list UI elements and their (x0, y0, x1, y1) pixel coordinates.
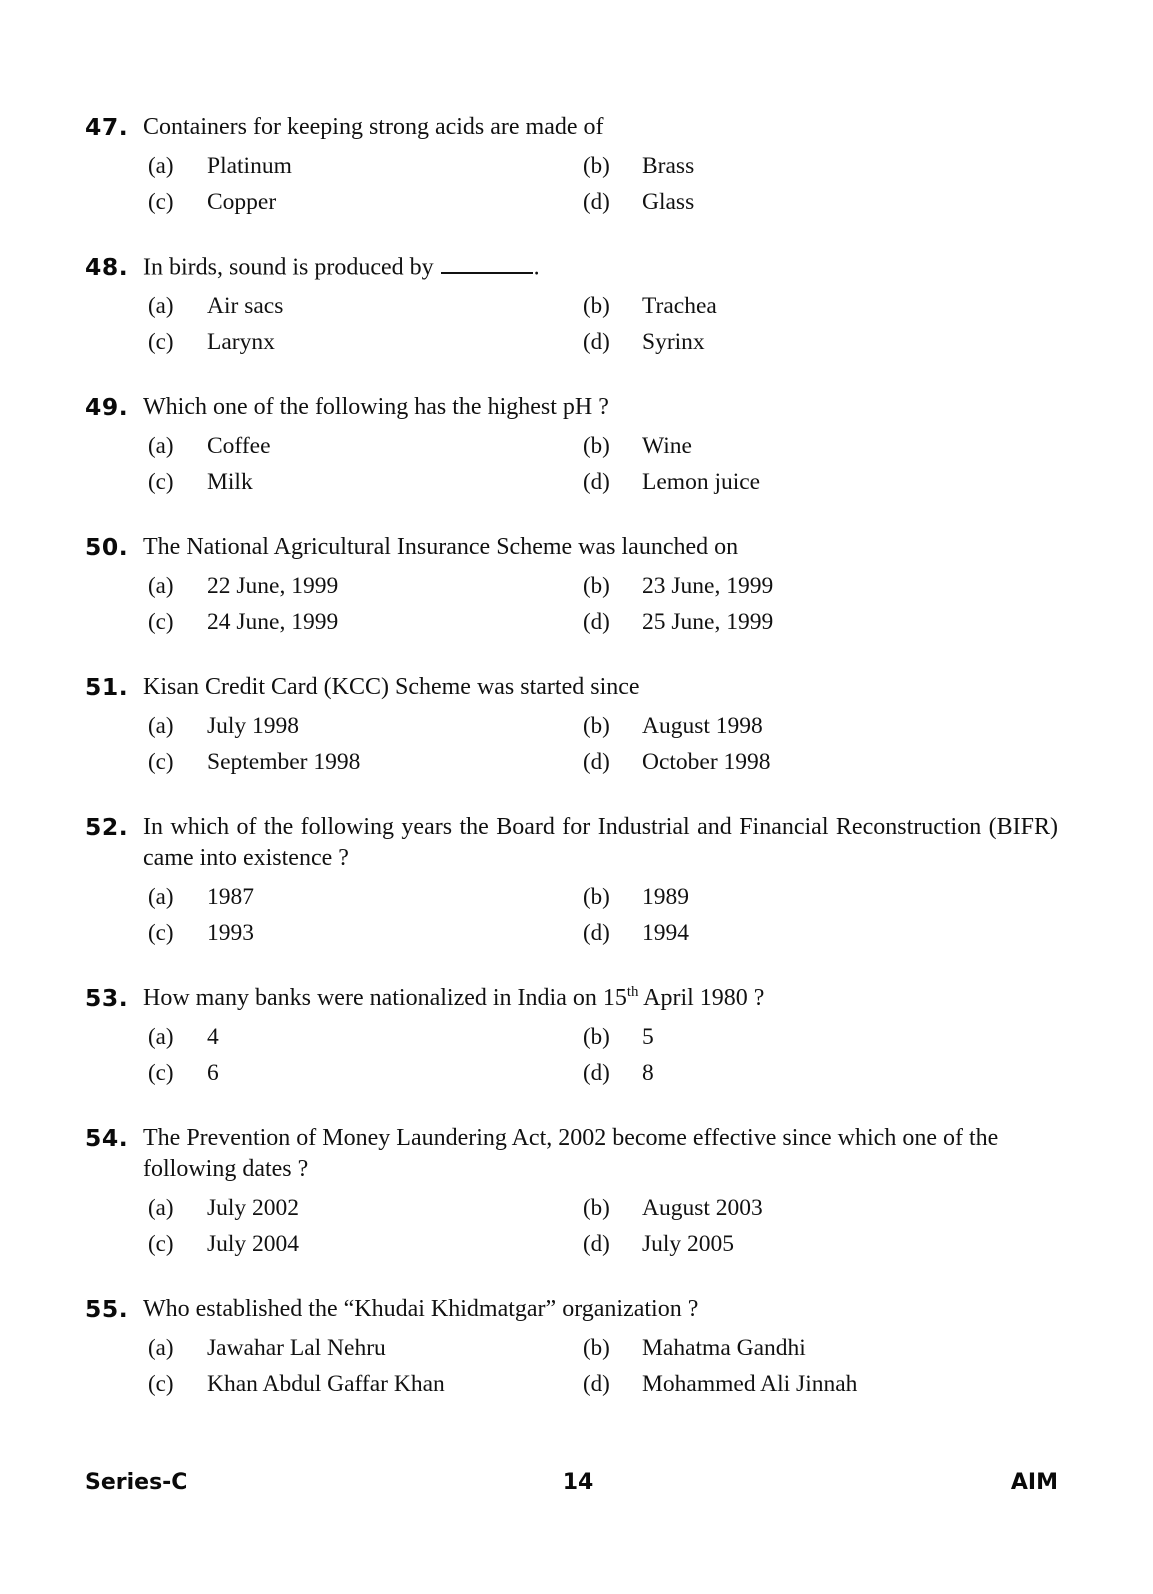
option-b[interactable] (583, 290, 717, 322)
option-letter: (d) (583, 329, 610, 355)
option-letter: (b) (583, 573, 610, 599)
question-block (85, 812, 1058, 953)
option-grid (85, 1021, 1058, 1093)
option-label: Copper (207, 189, 277, 215)
option-letter: (a) (148, 153, 174, 178)
option-letter: (b) (583, 153, 610, 178)
option-letter: (d) (583, 1231, 610, 1257)
option-letter: (c) (148, 749, 174, 775)
option-letter: (a) (148, 713, 174, 739)
question-stem (85, 532, 1058, 563)
option-grid (85, 570, 1058, 642)
question-text: Who established the “Khudai Khidmatgar” organization ? (143, 1296, 699, 1323)
option-label: September 1998 (207, 749, 361, 776)
option-c[interactable] (148, 917, 254, 949)
option-b[interactable] (583, 881, 689, 913)
option-row (148, 1192, 1058, 1228)
option-a[interactable] (148, 150, 292, 182)
option-c[interactable] (148, 746, 360, 778)
option-letter: (b) (583, 1195, 610, 1221)
option-row (148, 1228, 1058, 1264)
option-row (148, 881, 1058, 917)
question-block (85, 392, 1058, 502)
option-d[interactable] (583, 917, 689, 949)
question-stem (85, 983, 1058, 1014)
option-c[interactable] (148, 1368, 445, 1400)
option-label: July 2005 (642, 1231, 735, 1258)
option-letter: (c) (148, 469, 174, 495)
option-row (148, 606, 1058, 642)
option-row (148, 1368, 1058, 1404)
option-letter: (a) (148, 573, 174, 599)
question-text (143, 252, 1058, 283)
option-label: 4 (207, 1024, 219, 1051)
option-letter: (c) (148, 329, 174, 355)
option-label: Syrinx (642, 329, 705, 356)
question-number: 49. (85, 393, 129, 422)
option-c[interactable] (148, 466, 253, 498)
question-block (85, 252, 1058, 362)
option-letter: (d) (583, 469, 610, 495)
option-label: Mahatma Gandhi (642, 1335, 806, 1362)
option-letter: (a) (148, 433, 174, 459)
question-text-part2: April 1980 ? (638, 985, 765, 1012)
option-row (148, 917, 1058, 953)
option-d[interactable] (583, 326, 705, 358)
option-label: Coffee (207, 433, 271, 460)
series-label: Series-C (85, 1470, 188, 1495)
option-b[interactable] (583, 430, 692, 462)
option-letter: (c) (148, 1371, 174, 1397)
option-letter: (c) (148, 1231, 174, 1257)
option-letter: (a) (148, 884, 174, 910)
question-block (85, 1123, 1058, 1264)
question-number: 47. (85, 113, 129, 141)
question-number: 50. (85, 533, 129, 562)
question-text: The National Agricultural Insurance Scheme was launched on (143, 534, 739, 561)
option-label: Trachea (642, 293, 717, 320)
option-row (148, 186, 1058, 222)
option-letter: (c) (148, 609, 174, 635)
option-label: Jawahar Lal Nehru (207, 1335, 386, 1362)
question-text: In which of the following years the Board for Industrial and Financial Reconstruction (BIFR) came into existence ? (143, 814, 1058, 872)
question-stem (85, 812, 1058, 874)
option-row (148, 150, 1058, 186)
option-b[interactable] (583, 570, 773, 602)
option-letter: (a) (148, 293, 174, 319)
option-a[interactable] (148, 881, 254, 913)
option-label: 8 (642, 1060, 654, 1087)
option-a[interactable] (148, 1021, 219, 1053)
page-footer (85, 1468, 1058, 1502)
question-stem (85, 252, 1058, 283)
question-text: Kisan Credit Card (KCC) Scheme was started since (143, 674, 640, 701)
option-c[interactable] (148, 1057, 219, 1089)
option-label: October 1998 (642, 749, 771, 776)
option-c[interactable] (148, 1228, 299, 1260)
option-row (148, 326, 1058, 362)
option-letter: (d) (583, 1371, 610, 1397)
option-grid (85, 1192, 1058, 1264)
option-label: 1987 (207, 884, 254, 911)
question-block (85, 112, 1058, 222)
option-letter: (b) (583, 1335, 610, 1361)
option-row (148, 430, 1058, 466)
option-label: 23 June, 1999 (642, 573, 774, 600)
option-label: Lemon juice (642, 469, 761, 496)
option-label: 6 (207, 1060, 219, 1087)
option-grid (85, 1332, 1058, 1404)
option-letter: (c) (148, 920, 174, 946)
option-a[interactable] (148, 1332, 386, 1364)
option-row (148, 1332, 1058, 1368)
option-letter: (a) (148, 1335, 174, 1361)
option-row (148, 290, 1058, 326)
option-label: August 2003 (642, 1195, 763, 1222)
ordinal-suffix: th (626, 984, 639, 1001)
option-grid (85, 430, 1058, 502)
option-label: Mohammed Ali Jinnah (642, 1371, 858, 1398)
option-c[interactable] (148, 326, 275, 358)
question-block (85, 532, 1058, 642)
option-grid (85, 290, 1058, 362)
question-block (85, 672, 1058, 782)
option-letter: (a) (148, 1024, 174, 1050)
option-a[interactable] (148, 430, 271, 462)
option-letter: (d) (583, 609, 610, 635)
option-row (148, 570, 1058, 606)
option-label: July 2004 (207, 1231, 300, 1258)
option-row (148, 1021, 1058, 1057)
option-letter: (a) (148, 1195, 174, 1221)
option-letter: (b) (583, 713, 610, 739)
question-text (143, 983, 1058, 1014)
option-b[interactable] (583, 710, 763, 742)
option-letter: (b) (583, 1024, 610, 1050)
option-a[interactable] (148, 570, 338, 602)
option-label: Glass (642, 189, 695, 215)
option-letter: (b) (583, 884, 610, 910)
option-letter: (b) (583, 293, 610, 319)
fill-in-blank (441, 252, 533, 274)
question-text: Containers for keeping strong acids are made of (143, 114, 604, 140)
option-row (148, 1057, 1058, 1093)
option-label: Khan Abdul Gaffar Khan (207, 1371, 445, 1398)
question-text: Which one of the following has the highest pH ? (143, 394, 609, 421)
option-letter: (c) (148, 189, 174, 214)
question-stem (85, 112, 1058, 143)
question-block (85, 1294, 1058, 1404)
option-label: Air sacs (207, 293, 284, 320)
option-a[interactable] (148, 1192, 299, 1224)
option-letter: (d) (583, 920, 610, 946)
paper-code: AIM (1010, 1470, 1058, 1495)
option-row (148, 466, 1058, 502)
option-label: 1994 (642, 920, 689, 947)
page-number: 14 (562, 1470, 594, 1495)
option-label: 5 (642, 1024, 654, 1051)
option-grid (85, 150, 1058, 222)
question-number: 52. (85, 813, 129, 842)
option-letter: (b) (583, 433, 610, 459)
option-letter: (c) (148, 1060, 174, 1086)
option-label: 1989 (642, 884, 689, 911)
option-d[interactable] (583, 466, 760, 498)
question-stem (85, 392, 1058, 423)
option-label: Milk (207, 469, 253, 496)
question-list (85, 112, 1058, 1434)
option-d[interactable] (583, 746, 771, 778)
option-d[interactable] (583, 606, 773, 638)
question-stem (85, 672, 1058, 703)
option-label: 1993 (207, 920, 254, 947)
option-label: 22 June, 1999 (207, 573, 339, 600)
option-letter: (d) (583, 749, 610, 775)
question-block (85, 983, 1058, 1093)
option-label: Larynx (207, 329, 275, 356)
option-grid (85, 710, 1058, 782)
question-stem (85, 1123, 1058, 1185)
option-label: July 2002 (207, 1195, 300, 1222)
option-row (148, 710, 1058, 746)
option-b[interactable] (583, 1332, 806, 1364)
option-label: July 1998 (207, 713, 300, 740)
option-label: 24 June, 1999 (207, 609, 339, 636)
option-d[interactable] (583, 186, 694, 218)
option-label: August 1998 (642, 713, 763, 740)
option-label: Platinum (207, 153, 292, 179)
option-a[interactable] (148, 290, 283, 322)
option-label: 25 June, 1999 (642, 609, 774, 636)
question-number: 48. (85, 253, 129, 281)
question-stem (85, 1294, 1058, 1325)
question-number: 55. (85, 1295, 129, 1324)
option-b[interactable] (583, 1192, 763, 1224)
option-d[interactable] (583, 1057, 654, 1089)
question-text-after-blank: . (533, 254, 540, 281)
option-b[interactable] (583, 1021, 654, 1053)
option-a[interactable] (148, 710, 299, 742)
option-c[interactable] (148, 186, 276, 218)
option-d[interactable] (583, 1368, 857, 1400)
question-text-part1: How many banks were nationalized in India on 15 (143, 985, 627, 1012)
option-c[interactable] (148, 606, 338, 638)
question-number: 51. (85, 673, 129, 702)
option-letter: (d) (583, 189, 610, 214)
question-number: 54. (85, 1124, 129, 1153)
option-label: Wine (642, 433, 692, 460)
question-text: The Prevention of Money Laundering Act, 2002 become effective since which one of the following dates ? (143, 1125, 999, 1183)
option-row (148, 746, 1058, 782)
option-label: Brass (642, 153, 695, 179)
question-number: 53. (85, 984, 129, 1013)
option-b[interactable] (583, 150, 694, 182)
option-letter: (d) (583, 1060, 610, 1086)
question-text-before-blank: In birds, sound is produced by (143, 254, 440, 281)
option-d[interactable] (583, 1228, 734, 1260)
option-grid (85, 881, 1058, 953)
